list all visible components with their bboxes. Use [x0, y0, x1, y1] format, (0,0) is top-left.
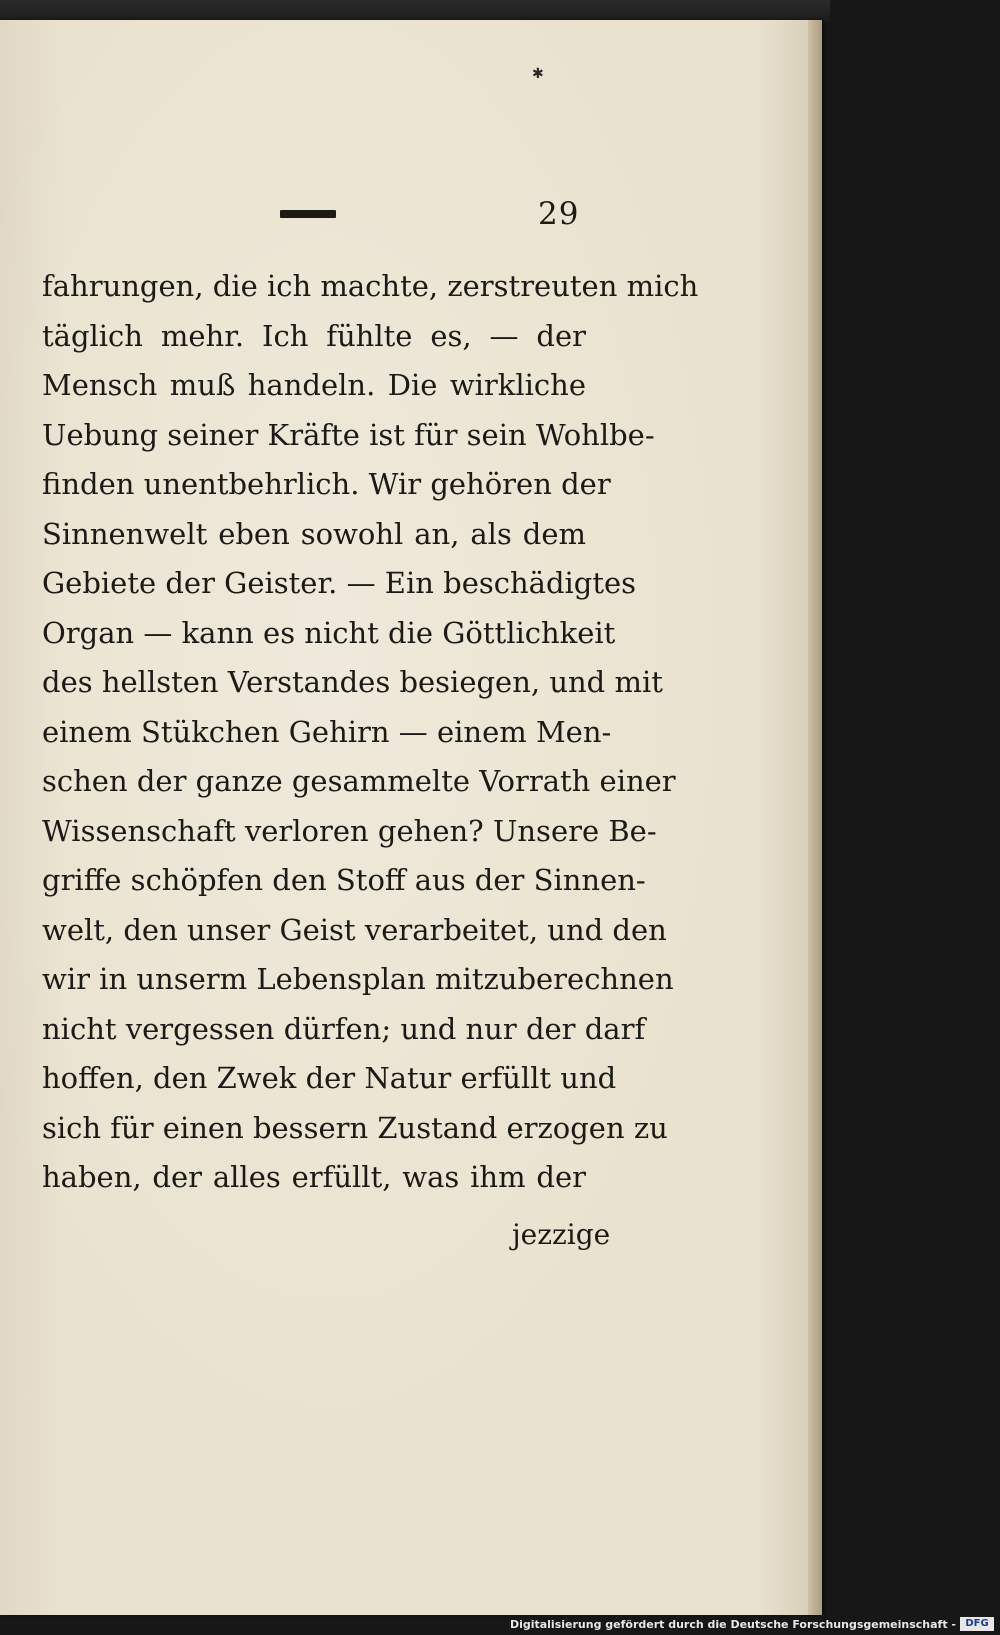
text-line: Uebung seiner Kräfte ist für sein Wohlbe-	[42, 417, 655, 452]
text-line: Mensch muß handeln. Die wirkliche	[42, 368, 586, 402]
body-text	[42, 262, 699, 1203]
text-line: schen der ganze gesammelte Vorrath einer	[42, 764, 676, 798]
text-line: welt, den unser Geist verarbeitet, und den	[42, 912, 667, 947]
page-edge-shadow	[808, 20, 822, 1615]
text-line: sich für einen bessern Zustand erzogen zu	[42, 1110, 668, 1145]
text-line: finden unentbehrlich. Wir gehören der	[42, 467, 611, 501]
page-number: 29	[538, 196, 580, 232]
text-line: Sinnenwelt eben sowohl an, als dem	[42, 516, 586, 551]
text-line: haben, der alles erfüllt, was ihm der	[42, 1160, 586, 1194]
text-line: nicht vergessen dürfen; und nur der darf	[42, 1011, 646, 1046]
text-line: Organ — kann es nicht die Göttlichkeit	[42, 615, 616, 650]
text-line: wir in unserm Lebensplan mitzuberechnen	[42, 962, 674, 996]
text-line: des hellsten Verstandes besiegen, und mit	[42, 665, 663, 699]
text-line: Wissenschaft verloren gehen? Unsere Be-	[42, 813, 657, 848]
text-line: Gebiete der Geister. — Ein beschädigtes	[42, 566, 637, 600]
text-line: griffe schöpfen den Stoff aus der Sinnen-	[42, 863, 646, 897]
text-line: fahrungen, die ich machte, zerstreuten mich	[42, 269, 699, 303]
ink-speck: ✱	[532, 66, 544, 82]
header-rule	[280, 210, 336, 218]
digitization-credit: Digitalisierung gefördert durch die Deutsche Forschungsgemeinschaft -	[509, 1618, 956, 1631]
top-binding-strip	[0, 0, 830, 22]
catchword: jezzige	[512, 1218, 611, 1251]
text-line: täglich mehr. Ich fühlte es, — der	[42, 318, 586, 353]
text-line: einem Stükchen Gehirn — einem Men-	[42, 714, 612, 749]
dfg-logo: DFG	[960, 1617, 994, 1631]
text-line: hoffen, den Zwek der Natur erfüllt und	[42, 1061, 617, 1095]
